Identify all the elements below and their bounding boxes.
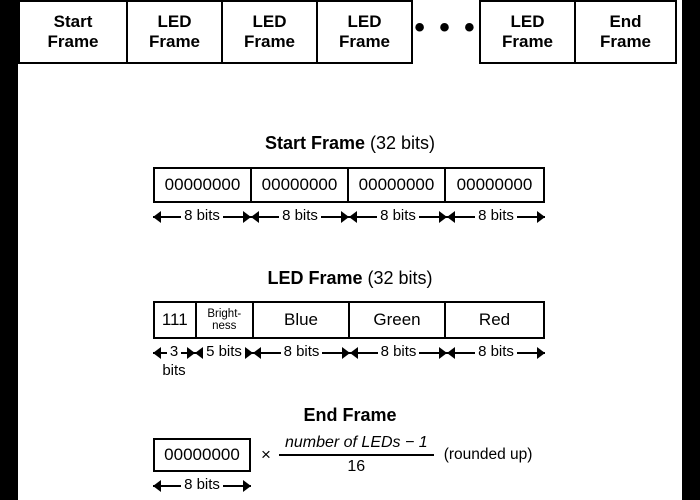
measure-label-text: 8 bits — [181, 207, 223, 224]
start-frame-byte-2: 00000000 — [349, 169, 446, 201]
measure-label — [153, 342, 195, 362]
measure-label-text: 3 — [167, 343, 181, 360]
measure-label — [350, 342, 447, 362]
measure-label-text: 8 bits — [279, 207, 321, 224]
frame-led-3 — [316, 0, 413, 64]
frame-start — [18, 0, 128, 64]
measure-label-text: 8 bits — [377, 207, 419, 224]
frame-led-1 — [126, 0, 223, 64]
led-frame-subtitle: (32 bits) — [367, 268, 433, 288]
fraction-numerator: number of LEDs − 1 — [279, 434, 434, 456]
end-frame-title: End Frame — [303, 405, 397, 425]
start-frame-byte-3: 00000000 — [446, 169, 543, 201]
measure-label — [153, 475, 251, 495]
led-frame-blue: Blue — [254, 303, 350, 337]
frame-led-n-line2: Frame — [501, 32, 554, 51]
start-frame-subtitle: (32 bits) — [370, 133, 436, 153]
led-frame-measure-marker — [153, 343, 195, 379]
led-frame-marker-bits: 111 — [155, 303, 197, 337]
start-frame-title: Start Frame — [264, 133, 365, 153]
end-frame-note: (rounded up) — [443, 446, 533, 463]
measure-label — [349, 206, 447, 226]
led-frame-measure-green — [350, 343, 447, 363]
frame-led-2-line1: LED — [252, 12, 287, 31]
led-frame-fields — [153, 301, 545, 339]
frame-led-n-line1: LED — [510, 12, 545, 31]
start-frame-heading — [18, 132, 682, 154]
measure-label-text: 8 bits — [281, 343, 323, 360]
measure-label — [447, 342, 545, 362]
start-frame-byte-1: 00000000 — [252, 169, 349, 201]
frame-led-2 — [221, 0, 318, 64]
frame-start-line1: Start — [53, 12, 93, 31]
fraction-denominator: 16 — [347, 458, 366, 475]
frames-ellipsis: • • • — [413, 0, 479, 64]
diagram-canvas — [18, 0, 682, 500]
start-frame-byte-0: 00000000 — [155, 169, 252, 201]
multiply-sign: × — [261, 445, 271, 464]
measure-sublabel: bits — [162, 362, 186, 379]
led-frame-heading — [18, 267, 682, 289]
measure-label-text: 8 bits — [475, 343, 517, 360]
start-frame-measure-0 — [153, 207, 251, 227]
frame-end-line1: End — [609, 12, 642, 31]
led-frame-red: Red — [446, 303, 543, 337]
frame-led-2-line2: Frame — [243, 32, 296, 51]
measure-label — [447, 206, 545, 226]
frame-led-3-line2: Frame — [338, 32, 391, 51]
frame-start-line2: Frame — [47, 32, 99, 51]
start-frame-measure-1 — [251, 207, 349, 227]
led-frame-brightness-line1: Bright- — [207, 307, 242, 320]
measure-label — [253, 342, 350, 362]
end-frame-formula — [251, 434, 532, 476]
led-frame-measure-brightness — [195, 343, 253, 363]
start-frame-measure-2 — [349, 207, 447, 227]
end-frame-byte-0: 00000000 — [155, 440, 249, 470]
frame-led-1-line1: LED — [157, 12, 192, 31]
frame-led-n — [479, 0, 576, 64]
led-frame-brightness-line2: ness — [212, 320, 237, 332]
end-frame-fraction — [279, 434, 434, 476]
measure-label-text: 8 bits — [378, 343, 420, 360]
led-frame-measure-blue — [253, 343, 350, 363]
end-frame-measures — [153, 476, 251, 496]
start-frame-bytes — [153, 167, 545, 203]
end-frame-measure-0 — [153, 476, 251, 496]
led-frame-measure-red — [447, 343, 545, 363]
measure-label — [153, 206, 251, 226]
frame-led-1-line2: Frame — [148, 32, 201, 51]
end-frame-bytes — [153, 438, 251, 472]
start-frame-measure-3 — [447, 207, 545, 227]
led-frame-green: Green — [350, 303, 446, 337]
end-frame-heading — [18, 404, 682, 426]
frame-led-3-line1: LED — [347, 12, 382, 31]
measure-label-text: 8 bits — [181, 476, 223, 493]
start-frame-measures — [153, 207, 545, 227]
measure-label-text: 5 bits — [203, 343, 245, 360]
measure-label-text: 8 bits — [475, 207, 517, 224]
protocol-frame-strip — [18, 0, 682, 64]
led-frame-brightness — [197, 303, 254, 337]
measure-label — [251, 206, 349, 226]
measure-label — [195, 342, 253, 362]
led-frame-measures — [153, 343, 545, 379]
led-frame-title: LED Frame — [267, 268, 363, 288]
frame-end — [574, 0, 677, 64]
frame-end-line2: Frame — [599, 32, 652, 51]
